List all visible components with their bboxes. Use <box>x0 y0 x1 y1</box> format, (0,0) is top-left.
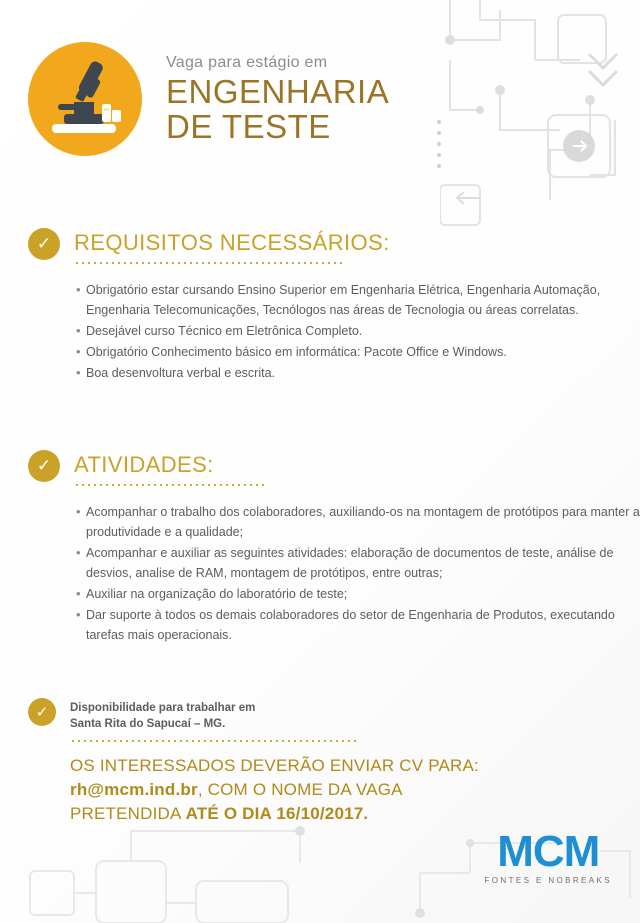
list-item-text: Acompanhar o trabalho dos colaboradores, auxiliando-os na montagem de protótipos para manter a produtividade e a qualidade; <box>86 505 640 539</box>
list-item-text: Obrigatório Conhecimento básico em informática: Pacote Office e Windows. <box>86 345 507 359</box>
atividades-list <box>76 502 640 645</box>
header-title-line1: ENGENHARIA <box>166 73 390 110</box>
list-item <box>76 280 640 320</box>
bullet-dot: • <box>76 282 81 297</box>
dotted-divider <box>74 262 342 264</box>
cta-line-1: OS INTERESSADOS DEVERÃO ENVIAR CV PARA: <box>70 756 479 775</box>
bullet-dot: • <box>76 607 81 622</box>
list-item-text: Obrigatório estar cursando Ensino Superior em Engenharia Elétrica, Engenharia Automação, Engenharia Telecomunicações, Tecnólogos nas áreas de Tecnologia ou áreas correlatas. <box>86 283 601 317</box>
check-icon: ✓ <box>28 450 60 482</box>
microscope-icon <box>28 42 142 156</box>
microscope-badge <box>28 42 142 156</box>
call-to-action <box>70 754 479 826</box>
list-item-text: Desejável curso Técnico em Eletrônica Completo. <box>86 324 363 338</box>
header-title-line2: DE TESTE <box>166 108 331 145</box>
header-eyebrow: Vaga para estágio em <box>166 54 328 71</box>
bullet-dot: • <box>76 365 81 380</box>
list-item-text: Boa desenvoltura verbal e escrita. <box>86 366 275 380</box>
availability-line-2: Santa Rita do Sapucaí – MG. <box>70 718 226 730</box>
bullet-dot: • <box>76 545 81 560</box>
section-contato <box>28 698 479 826</box>
list-item-text: Dar suporte à todos os demais colaboradores do setor de Engenharia de Produtos, executando tarefas mais operacionais. <box>86 608 615 642</box>
check-icon: ✓ <box>28 698 56 726</box>
availability-line-1: Disponibilidade para trabalhar em <box>70 702 256 714</box>
section-title: REQUISITOS NECESSÁRIOS: <box>74 230 390 255</box>
dotted-divider <box>70 740 360 742</box>
cta-line-2-rest: , COM O NOME DA VAGA <box>197 780 403 799</box>
section-requisitos <box>28 228 640 384</box>
list-item <box>76 605 640 645</box>
bullet-dot: • <box>76 586 81 601</box>
circuit-decoration-top <box>440 0 640 230</box>
list-item <box>76 342 640 362</box>
requisitos-list <box>76 280 640 383</box>
flyer-header <box>28 42 389 156</box>
list-item <box>76 543 640 583</box>
check-icon: ✓ <box>28 228 60 260</box>
bullet-dot: • <box>76 504 81 519</box>
list-item <box>76 321 640 341</box>
section-title: ATIVIDADES: <box>74 452 214 477</box>
cta-deadline: ATÉ O DIA 16/10/2017. <box>185 804 369 823</box>
list-item <box>76 502 640 542</box>
list-item-text: Acompanhar e auxiliar as seguintes atividades: elaboração de documentos de teste, análise de desvios, analise de RAM, montagem de protótipos, entre outras; <box>86 546 614 580</box>
cta-line-3-prefix: PRETENDIDA <box>70 804 186 823</box>
list-item <box>76 584 640 604</box>
list-item-text: Auxiliar na organização do laboratório de teste; <box>86 587 348 601</box>
brand-tagline: FONTES E NOBREAKS <box>484 876 612 885</box>
bullet-dot: • <box>76 323 81 338</box>
section-atividades <box>28 450 640 646</box>
bullet-dot: • <box>76 344 81 359</box>
brand-name: MCM <box>497 827 600 876</box>
list-item <box>76 363 640 383</box>
brand-logo <box>484 827 612 885</box>
contact-email[interactable]: rh@mcm.ind.br <box>70 780 198 799</box>
dotted-divider <box>74 484 266 486</box>
dot-column-decoration <box>437 120 441 175</box>
